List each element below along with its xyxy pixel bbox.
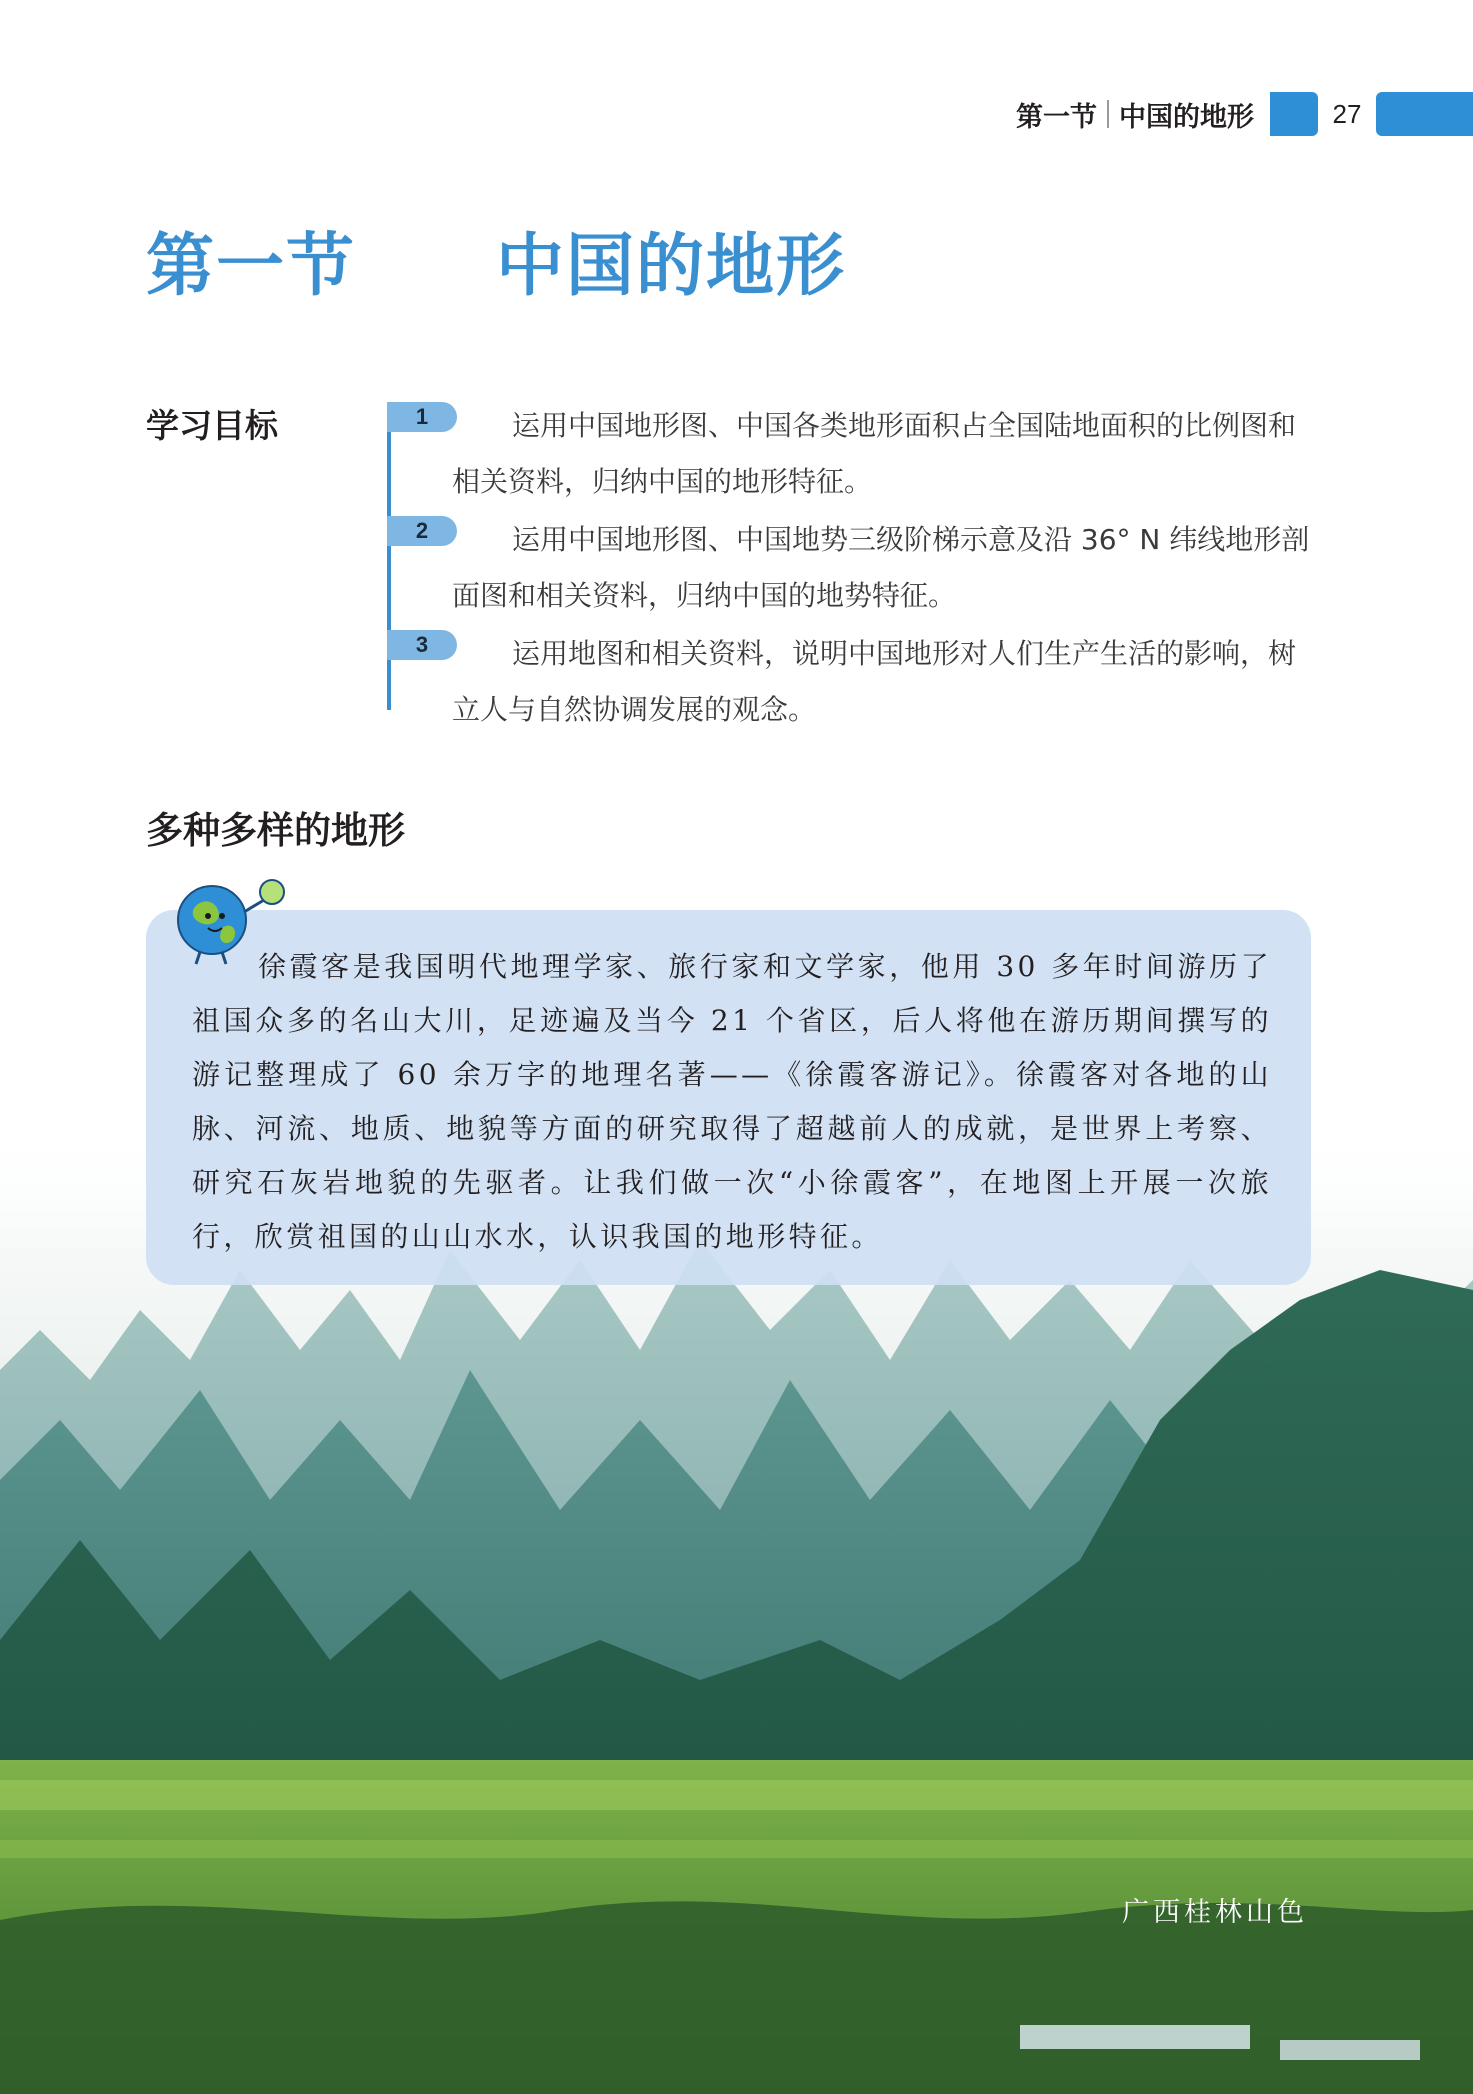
objective-item [387,626,1317,738]
running-head-title: 中国的地形 [1119,101,1254,133]
globe-mascot-icon [172,870,292,970]
subheading: 多种多样的地形 [146,809,405,852]
objective-item [387,398,1317,510]
objective-number: 1 [387,402,457,432]
objective-text: 运用中国地形图、中国地势三级阶梯示意及沿 36° N 纬线地形剖面图和相关资料，归纳中国的地势特征。 [452,523,1310,612]
objectives-list [387,398,1317,740]
running-head [1016,90,1473,138]
running-head-text [1016,95,1254,134]
objective-text: 运用地图和相关资料，说明中国地形对人们生产生活的影响，树立人与自然协调发展的观念。 [452,637,1297,726]
running-head-bar [1376,92,1473,136]
running-head-tab [1270,92,1318,136]
running-head-divider [1107,100,1109,128]
page-number: 27 [1318,92,1376,136]
section-title: 第一节 中国的地形 [146,226,847,306]
photo-caption: 广西桂林山色 [1122,1897,1308,1928]
objective-number: 3 [387,630,457,660]
objective-text: 运用中国地形图、中国各类地形面积占全国陆地面积的比例图和相关资料，归纳中国的地形特征。 [452,409,1297,498]
objective-item [387,512,1317,624]
running-head-section: 第一节 [1016,101,1097,133]
story-text: 徐霞客是我国明代地理学家、旅行家和文学家，他用 30 多年时间游历了祖国众多的名山大川，足迹遍及当今 21 个省区，后人将他在游历期间撰写的游记整理成了 60 余万字的地理名著——《徐霞客游记》。徐霞客对各地的山脉、河流、地质、地貌等方面的研究取得了超越前人的成就，是世界上考察、研究石灰岩地貌的先驱者。让我们做一次“小徐霞客”，在地图上开展一次旅行，欣赏祖国的山山水水，认识我国的地形特征。 [192,950,1272,1253]
objective-number: 2 [387,516,457,546]
objectives-label: 学习目标 [146,406,278,445]
